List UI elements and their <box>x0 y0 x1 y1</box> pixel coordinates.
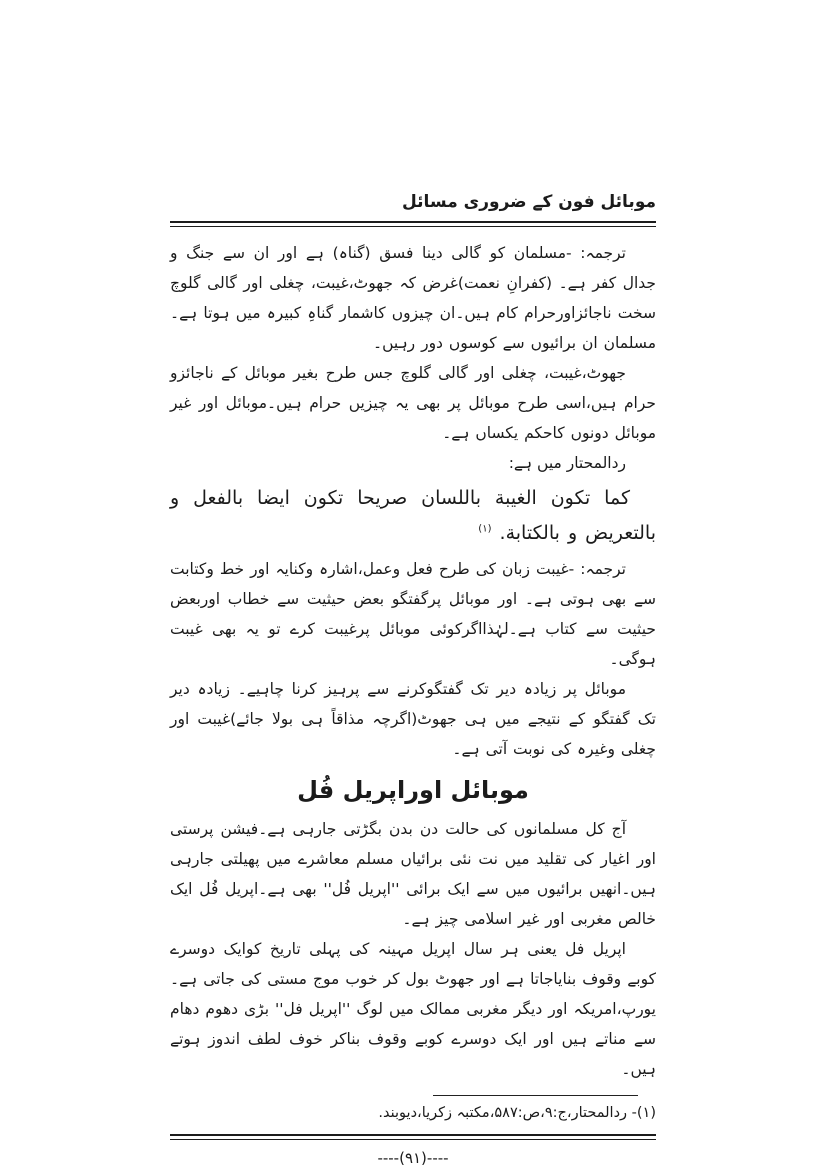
footnote-marker: (١) <box>478 523 492 535</box>
arabic-quote <box>170 481 656 551</box>
page-content-column <box>170 190 656 1167</box>
arabic-quote-text: كما تكون الغيبة باللسان صريحا تكون ايضا بالفعل و بالتعريض و بالكتابة. <box>170 487 656 544</box>
body-paragraph-ruling: جھوٹ،غیبت، چغلی اور گالی گلوچ جس طرح بغیر موبائل کے ناجائزو حرام ہیں،اسی طرح موبائل پر بھی یہ چیزیں حرام ہیں۔موبائل اور غیر موبائل دونوں کاحکم یکساں ہے۔ <box>170 364 656 442</box>
footnote-separator-rule <box>433 1095 638 1096</box>
footer-double-rule <box>170 1134 656 1140</box>
reference-intro-line: ردالمحتار میں ہے: <box>508 454 626 472</box>
body-paragraph-translation-2: ترجمہ: -غیبت زبان کی طرح فعل وعمل،اشارہ وکنایہ اور خط وکتابت سے بھی ہوتی ہے۔ اور موبائل پرگفتگو بعض حیثیت سے خطاب اوربعض حیثیت سے کتاب ہے۔لہٰذااگرکوئی موبائل پرغیبت کرے تو یہ بھی غیبت ہوگی۔ <box>170 560 656 668</box>
body-paragraph-april-fool-1: آج کل مسلمانوں کی حالت دن بدن بگڑتی جارہی ہے۔فیشن پرستی اور اغیار کی تقلید میں نت نئی برائیاں مسلم معاشرے میں پھیلتی جارہی ہیں۔انھیں برائیوں میں سے ایک برائی ''اپریل فُل'' بھی ہے۔اپریل فُل ایک خالص مغربی اور غیر اسلامی چیز ہے۔ <box>170 820 656 928</box>
body-paragraph-advice: موبائل پر زیادہ دیر تک گفتگوکرنے سے پرہیز کرنا چاہیے۔ زیادہ دیر تک گفتگو کے نتیجے میں ہی جھوٹ(اگرچہ مذاقاً ہی بولا جائے)غیبت اور چغلی وغیرہ کی نوبت آتی ہے۔ <box>170 680 656 758</box>
footnote-text: (۱)- ردالمحتار،ج:۹،ص:۵۸۷،مکتبہ زکریا،دیوبند. <box>378 1105 656 1121</box>
body-paragraph-translation-1: ترجمہ: -مسلمان کو گالی دینا فسق (گناہ) ہے اور ان سے جنگ و جدال کفر ہے۔ (کفرانِ نعمت)غرض کہ جھوٹ،غیبت، چغلی اور گالی گلوچ سخت ناجائزاورحرام کام ہیں۔ان چیزوں کاشمار گناہِ کبیرہ میں ہوتا ہے۔مسلمان ان برائیوں سے کوسوں دور رہیں۔ <box>170 244 656 352</box>
header-double-rule <box>170 221 656 227</box>
running-header-title: موبائل فون کے ضروری مسائل <box>401 192 656 212</box>
section-heading-mobile-april-fool: موبائل اوراپریل فُل <box>297 776 529 804</box>
page-number: ----(۹۱)---- <box>377 1149 449 1167</box>
body-paragraph-april-fool-2: اپریل فل یعنی ہر سال اپریل مہینہ کی پہلی تاریخ کوایک دوسرے کوبے وقوف بنایاجاتا ہے اور جھوٹ بول کر خوب موج مستی کی جاتی ہے۔یورپ،امریکہ اور دیگر مغربی ممالک میں لوگ ''اپریل فل'' بڑی دھوم دھام سے مناتے ہیں اور ایک دوسرے کوبے وقوف بناکر خوف لطف اندوز ہوتے ہیں۔ <box>170 940 656 1078</box>
